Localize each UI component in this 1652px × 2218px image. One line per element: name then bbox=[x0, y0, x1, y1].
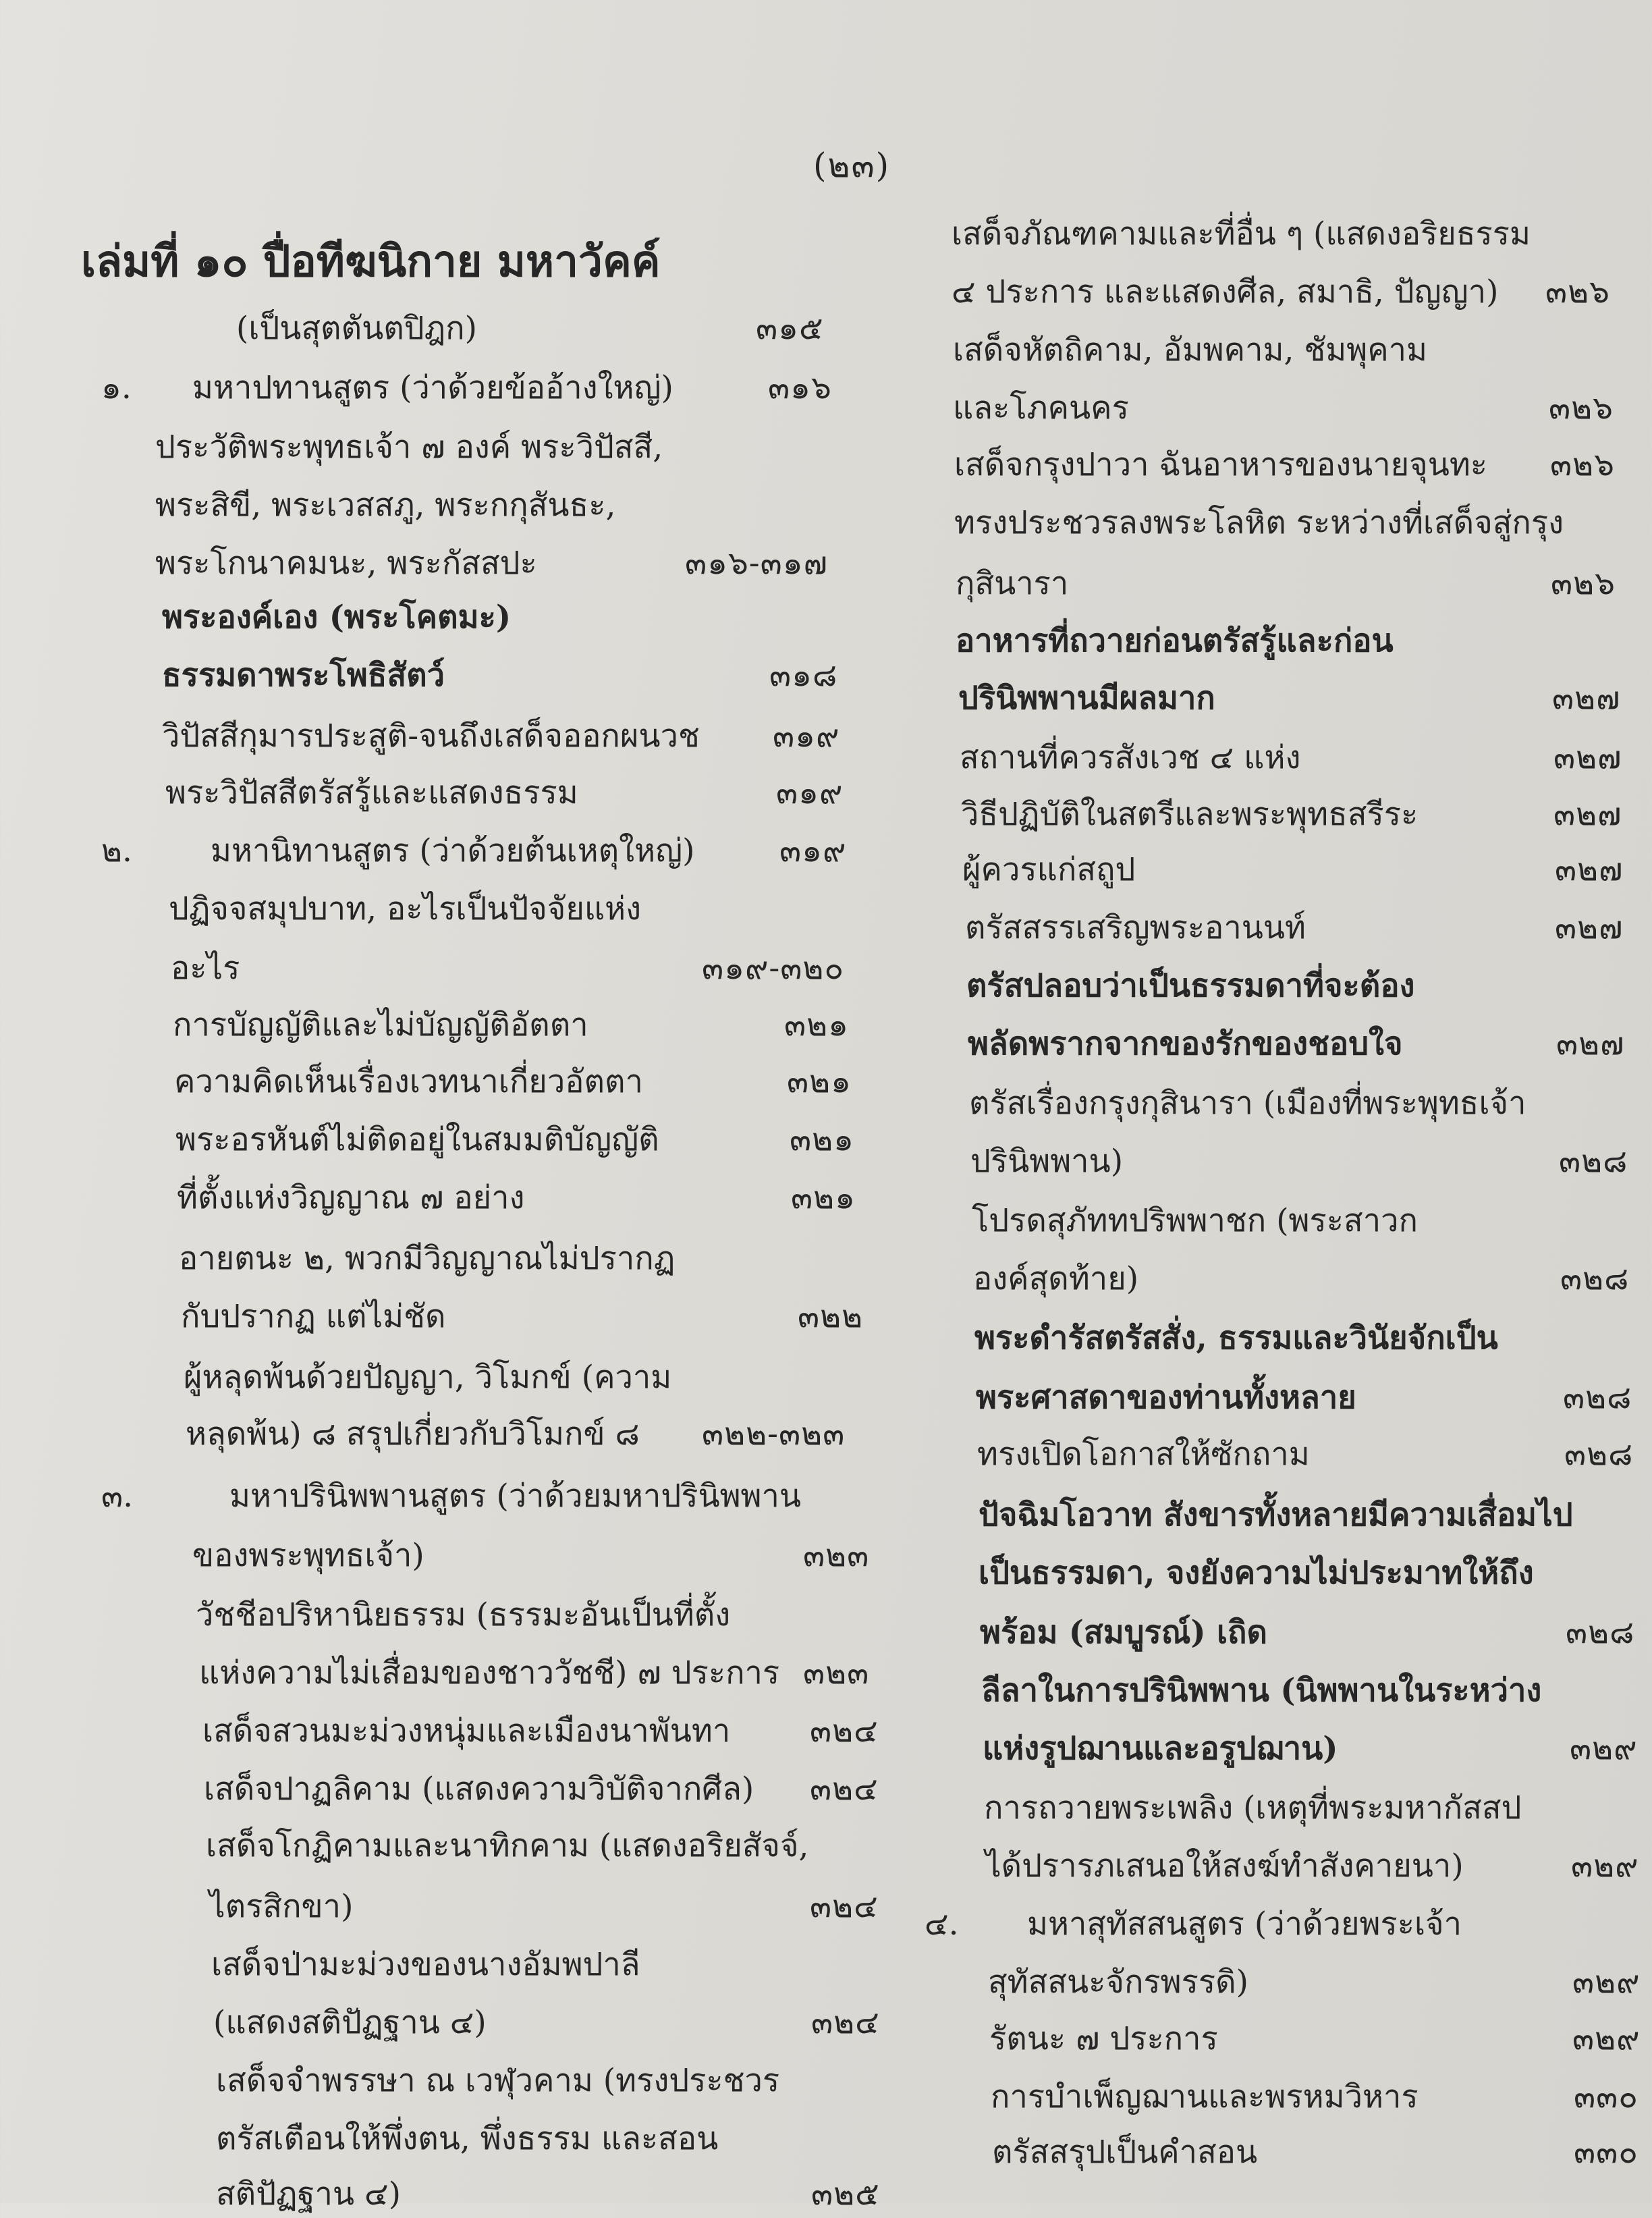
entry-title: อายตนะ ๒, พวกมีวิญญาณไม่ปรากฏ bbox=[179, 1240, 676, 1277]
toc-entry bbox=[81, 1473, 864, 1520]
entry-title: ตรัสปลอบว่าเป็นธรรมดาที่จะต้อง bbox=[966, 967, 1415, 1004]
entry-page-ref: ๓๒๑ bbox=[791, 1179, 856, 1216]
entry-title: มหาสุทัสสนสูตร (ว่าด้วยพระเจ้า bbox=[1027, 1905, 1462, 1943]
entry-page-ref: ๓๑๙ bbox=[773, 718, 840, 755]
entry-title: เสด็จป่ามะม่วงของนางอัมพปาลี bbox=[211, 1946, 640, 1983]
entry-title: พระอรหันต์ไม่ติดอยู่ในสมมติบัญญัติ bbox=[175, 1121, 659, 1158]
entry-page-ref: ๓๓๐ bbox=[1574, 2078, 1639, 2115]
entry-page-ref: ๓๑๙ bbox=[779, 832, 847, 869]
entry-title: มหาปรินิพพานสูตร (ว่าด้วยมหาปรินิพพาน bbox=[229, 1478, 802, 1515]
entry-title: วัชชีอปริหานิยธรรม (ธรรมะอันเป็นที่ตั้ง bbox=[196, 1596, 731, 1633]
entry-page-ref: ๓๒๑ bbox=[784, 1006, 849, 1044]
entry-title: ลีลาในการปรินิพพาน (นิพพานในระหว่าง bbox=[981, 1672, 1542, 1709]
toc-entry bbox=[81, 1883, 879, 1930]
entry-page-ref: ๓๒๔ bbox=[811, 2004, 880, 2041]
entry-title: เสด็จกรุงปาวา ฉันอาหารของนายจุนทะ bbox=[954, 446, 1488, 483]
toc-entry bbox=[945, 1080, 1652, 1127]
toc-entry bbox=[81, 652, 864, 699]
toc-entry bbox=[945, 441, 1652, 489]
entry-page-ref: ๓๒๔ bbox=[810, 1888, 879, 1925]
toc-entry bbox=[81, 1766, 879, 1813]
toc-entry bbox=[81, 1822, 864, 1870]
entry-title: สุทัสสนะจักรพรรดิ) bbox=[988, 1964, 1248, 2001]
entry-title: วิปัสสีกุมารประสูติ-จนถึงเสด็จออกผนวช bbox=[162, 718, 700, 755]
toc-entry bbox=[81, 1708, 879, 1755]
toc-entry bbox=[945, 385, 1652, 432]
entry-title: เสด็จหัตถิคาม, อัมพคาม, ชัมพุคาม bbox=[953, 331, 1428, 369]
toc-entry bbox=[81, 1235, 864, 1282]
toc-entry bbox=[945, 1431, 1652, 1478]
toc-entry bbox=[81, 1941, 864, 1989]
toc-entry bbox=[945, 1609, 1652, 1656]
entry-title: ผู้หลุดพ้นด้วยปัญญา, วิโมกข์ (ความ bbox=[184, 1359, 672, 1396]
toc-entry bbox=[81, 1532, 870, 1579]
toc-entry bbox=[945, 499, 1652, 547]
toc-entry bbox=[81, 1592, 864, 1639]
entry-number: ๓. bbox=[101, 1478, 134, 1515]
entry-title: ตรัสเตือนให้พึ่งตน, พึ่งธรรม และสอน bbox=[216, 2120, 719, 2157]
toc-entry bbox=[945, 2074, 1652, 2121]
entry-title: รัตนะ ๗ ประการ bbox=[989, 2020, 1218, 2057]
toc-entry bbox=[81, 1116, 864, 1164]
entry-title: เป็นธรรมดา, จงยังความไม่ประมาทให้ถึง bbox=[979, 1554, 1534, 1592]
toc-entry bbox=[945, 1138, 1652, 1185]
entry-page-ref: ๓๒๗ bbox=[1555, 909, 1624, 946]
entry-page-ref: ๓๒๘ bbox=[1566, 1614, 1635, 1651]
entry-title: เสด็จสวนมะม่วงหนุ่มและเมืองนาพันทา bbox=[202, 1712, 731, 1750]
entry-page-ref: ๓๒๙ bbox=[1572, 1964, 1641, 2001]
toc-entry bbox=[81, 886, 864, 933]
toc-entry bbox=[81, 482, 864, 529]
entry-title: พระโกนาคมนะ, พระกัสสปะ bbox=[155, 545, 537, 582]
entry-page-ref: ๓๒๙ bbox=[1571, 1847, 1639, 1885]
toc-entry bbox=[945, 211, 1652, 258]
entry-title: ปรินิพพาน) bbox=[970, 1143, 1124, 1180]
toc-entry bbox=[945, 327, 1652, 374]
entry-title: การบัญญัติและไม่บัญญัติอัตตา bbox=[173, 1006, 588, 1044]
entry-title: สถานที่ควรสังเวช ๔ แห่ง bbox=[960, 739, 1301, 776]
entry-title: การบำเพ็ญฌานและพรหมวิหาร bbox=[991, 2078, 1419, 2115]
entry-title: กุสินารา bbox=[956, 565, 1069, 602]
toc-entry bbox=[945, 1725, 1652, 1773]
toc-entry bbox=[945, 675, 1652, 722]
entry-title: อาหารที่ถวายก่อนตรัสรู้และก่อน bbox=[956, 622, 1394, 659]
entry-title: วิธีปฏิบัติในสตรีและพระพุทธสรีระ bbox=[961, 796, 1419, 833]
toc-entry bbox=[945, 1785, 1652, 1832]
entry-title: ๔ ประการ และแสดงศีล, สมาธิ, ปัญญา) bbox=[952, 273, 1499, 310]
toc-entry bbox=[945, 734, 1652, 782]
toc-entry bbox=[945, 2129, 1652, 2176]
entry-title: ไตรสิกขา) bbox=[209, 1888, 354, 1925]
entry-page-ref: ๓๒๖ bbox=[1550, 446, 1615, 483]
entry-title: เสด็จโกฏิคามและนาทิกคาม (แสดงอริยสัจจ์, bbox=[206, 1827, 809, 1864]
toc-entry bbox=[81, 769, 864, 817]
toc-entry bbox=[945, 904, 1652, 952]
toc-entry bbox=[81, 945, 864, 992]
entry-page-ref: ๓๒๗ bbox=[1556, 1025, 1625, 1062]
entry-page-ref: ๓๒๗ bbox=[1553, 796, 1622, 833]
toc-entry bbox=[945, 791, 1652, 838]
toc-entry bbox=[945, 963, 1652, 1010]
volume-title: เล่มที่ ๑๐ ปื่อทีฆนิกาย มหาวัคค์ bbox=[81, 236, 661, 287]
toc-entry bbox=[945, 1550, 1652, 1597]
entry-page-ref: ๓๑๙-๓๒๐ bbox=[702, 950, 845, 987]
entry-title: ตรัสสรุปเป็นคำสอน bbox=[992, 2134, 1258, 2171]
entry-title: ได้ปรารภเสนอให้สงฆ์ทำสังคายนา) bbox=[985, 1847, 1464, 1885]
entry-title: ตรัสเรื่องกรุงกุสินารา (เมืองที่พระพุทธเจ้า bbox=[969, 1085, 1526, 1122]
toc-entry bbox=[945, 1667, 1652, 1714]
entry-page-ref: ๓๒๓ bbox=[803, 1654, 870, 1692]
toc-entry bbox=[81, 1411, 864, 1458]
entry-title: กับปรากฏ แต่ไม่ชัด bbox=[181, 1298, 446, 1335]
entry-title: ธรรมดาพระโพธิสัตว์ bbox=[162, 657, 445, 694]
page-number: (๒๓) bbox=[813, 146, 891, 185]
entry-title: ผู้ควรแก่สถูป bbox=[962, 851, 1136, 888]
entry-page-ref: ๓๒๖ bbox=[1545, 273, 1610, 310]
entry-title: พลัดพรากจากของรักของชอบใจ bbox=[968, 1025, 1403, 1062]
entry-page-ref: ๓๒๔ bbox=[810, 1770, 879, 1808]
entry-page-ref: ๓๒๘ bbox=[1559, 1143, 1628, 1180]
entry-page-ref: ๓๒๙ bbox=[1570, 1730, 1638, 1767]
toc-entry bbox=[945, 846, 1652, 894]
entry-page-ref: ๓๑๖-๓๑๗ bbox=[685, 545, 828, 582]
toc-entry bbox=[81, 1174, 864, 1222]
entry-title: ความคิดเห็นเรื่องเวทนาเกี่ยวอัตตา bbox=[174, 1063, 643, 1100]
toc-entry bbox=[81, 828, 864, 875]
toc-entry bbox=[81, 1650, 870, 1697]
entry-title: ปัจฉิมโอวาท สังขารทั้งหลายมีความเสื่อมไป bbox=[979, 1496, 1573, 1534]
entry-page-ref: ๓๒๖ bbox=[1549, 389, 1614, 427]
toc-entry bbox=[81, 364, 864, 412]
entry-page-ref: ๓๑๘ bbox=[769, 657, 838, 694]
entry-title: เสด็จจำพรรษา ณ เวฬุวคาม (ทรงประชวร bbox=[216, 2062, 780, 2099]
toc-entry bbox=[945, 1843, 1652, 1890]
entry-title: พระศาสดาของท่านทั้งหลาย bbox=[976, 1379, 1356, 1416]
entry-page-ref: ๓๒๓ bbox=[803, 1537, 870, 1574]
entry-title: แห่งความไม่เสื่อมของชาววัชชี) ๗ ประการ bbox=[199, 1654, 780, 1692]
entry-page-ref: ๓๒๖ bbox=[1551, 565, 1616, 602]
entry-title: โปรดสุภัททปริพพาชก (พระสาวก bbox=[972, 1202, 1418, 1239]
toc-entry bbox=[81, 305, 864, 352]
entry-title: และโภคนคร bbox=[953, 389, 1129, 427]
toc-entry bbox=[81, 1058, 864, 1106]
entry-title: สติปัฏฐาน ๔) bbox=[216, 2175, 401, 2213]
entry-page-ref: ๓๒๘ bbox=[1563, 1379, 1632, 1416]
entry-title: (เป็นสุตตันตปิฎก) bbox=[236, 310, 477, 347]
entry-title: หลุดพ้น) ๘ สรุปเกี่ยวกับวิโมกข์ ๘ bbox=[186, 1415, 640, 1453]
entry-page-ref: ๓๒๒ bbox=[798, 1298, 864, 1335]
entry-title: ปรินิพพานมีผลมาก bbox=[958, 680, 1215, 717]
entry-page-ref: ๓๒๗ bbox=[1553, 739, 1622, 776]
entry-title: พระวิปัสสีตรัสรู้และแสดงธรรม bbox=[165, 774, 578, 811]
toc-entry bbox=[945, 1959, 1652, 2006]
entry-title: องค์สุดท้าย) bbox=[973, 1260, 1139, 1297]
toc-entry bbox=[81, 424, 864, 471]
entry-page-ref: ๓๑๕ bbox=[756, 310, 824, 347]
entry-page-ref: ๓๒๔ bbox=[810, 1712, 879, 1750]
toc-entry bbox=[945, 269, 1652, 316]
entry-number: ๔. bbox=[925, 1905, 959, 1943]
entry-page-ref: ๓๑๖ bbox=[768, 369, 832, 406]
entry-page-ref: ๓๒๙ bbox=[1572, 2020, 1641, 2057]
toc-entry bbox=[945, 618, 1652, 665]
entry-title: การถวายพระเพลิง (เหตุที่พระมหากัสสป bbox=[984, 1789, 1522, 1827]
entry-title: มหานิทานสูตร (ว่าด้วยต้นเหตุใหญ่) bbox=[211, 832, 695, 869]
toc-entry bbox=[81, 594, 864, 641]
entry-title: พระสิขี, พระเวสสภู, พระกกุสันธะ, bbox=[155, 487, 616, 524]
entry-title: แห่งรูปฌานและอรูปฌาน) bbox=[983, 1730, 1338, 1767]
entry-title: ของพระพุทธเจ้า) bbox=[192, 1537, 424, 1574]
toc-entry bbox=[81, 2115, 864, 2163]
entry-title: เสด็จปาฏลิคาม (แสดงความวิบัติจากศีล) bbox=[204, 1770, 754, 1808]
toc-entry bbox=[945, 1492, 1652, 1539]
toc-entry bbox=[945, 1021, 1652, 1068]
entry-page-ref: ๓๒๑ bbox=[787, 1063, 852, 1100]
entry-title: พร้อม (สมบูรณ์) เถิด bbox=[980, 1614, 1268, 1651]
entry-title: เสด็จภัณฑคามและที่อื่น ๆ (แสดงอริยธรรม bbox=[952, 215, 1531, 252]
entry-page-ref: ๓๒๘ bbox=[1564, 1436, 1634, 1473]
toc-entry bbox=[81, 1354, 864, 1401]
toc-entry bbox=[81, 713, 864, 760]
entry-title: พระดำรัสตรัสสั่ง, ธรรมและวินัยจักเป็น bbox=[974, 1320, 1498, 1357]
entry-page-ref: ๓๓๐ bbox=[1574, 2134, 1639, 2171]
entry-title: อะไร bbox=[171, 950, 240, 987]
toc-entry bbox=[81, 540, 864, 587]
entry-page-ref: ๓๒๑ bbox=[790, 1121, 854, 1158]
entry-title: ทรงเปิดโอกาสให้ซักถาม bbox=[977, 1436, 1310, 1473]
entry-page-ref: ๓๒๕ bbox=[811, 2175, 880, 2213]
entry-title: ปฏิจจสมุปบาท, อะไรเป็นปัจจัยแห่ง bbox=[169, 890, 642, 927]
entry-title: ประวัติพระพุทธเจ้า ๗ องค์ พระวิปัสสี, bbox=[155, 429, 663, 466]
entry-number: ๒. bbox=[101, 832, 132, 869]
toc-entry bbox=[81, 2057, 864, 2105]
entry-page-ref: ๓๒๘ bbox=[1560, 1260, 1630, 1297]
toc-entry bbox=[945, 1315, 1652, 1362]
toc-entry bbox=[945, 1374, 1652, 1422]
entry-title: ตรัสสรรเสริญพระอานนท์ bbox=[965, 909, 1306, 946]
entry-title: พระองค์เอง (พระโคตมะ) bbox=[162, 599, 512, 636]
entry-title: ที่ตั้งแห่งวิญญาณ ๗ อย่าง bbox=[177, 1179, 525, 1216]
entry-title: (แสดงสติปัฏฐาน ๔) bbox=[213, 2004, 487, 2041]
toc-entry bbox=[925, 1901, 1652, 1948]
entry-title: ทรงประชวรลงพระโลหิต ระหว่างที่เสด็จสู่กรุง bbox=[954, 504, 1564, 541]
toc-entry bbox=[945, 1255, 1652, 1303]
entry-page-ref: ๓๒๗ bbox=[1555, 851, 1624, 888]
toc-entry bbox=[945, 1197, 1652, 1245]
toc-entry bbox=[81, 1002, 864, 1049]
toc-entry bbox=[81, 1293, 864, 1341]
entry-page-ref: ๓๒๒-๓๒๓ bbox=[702, 1415, 846, 1453]
entry-page-ref: ๓๑๙ bbox=[776, 774, 844, 811]
toc-entry bbox=[945, 2016, 1652, 2063]
toc-entry bbox=[81, 1999, 880, 2047]
entry-number: ๑. bbox=[101, 369, 132, 406]
entry-page-ref: ๓๒๗ bbox=[1552, 680, 1621, 717]
entry-title: มหาปทานสูตร (ว่าด้วยข้ออ้างใหญ่) bbox=[192, 369, 673, 406]
toc-entry bbox=[945, 560, 1652, 607]
toc-entry bbox=[81, 2171, 880, 2218]
